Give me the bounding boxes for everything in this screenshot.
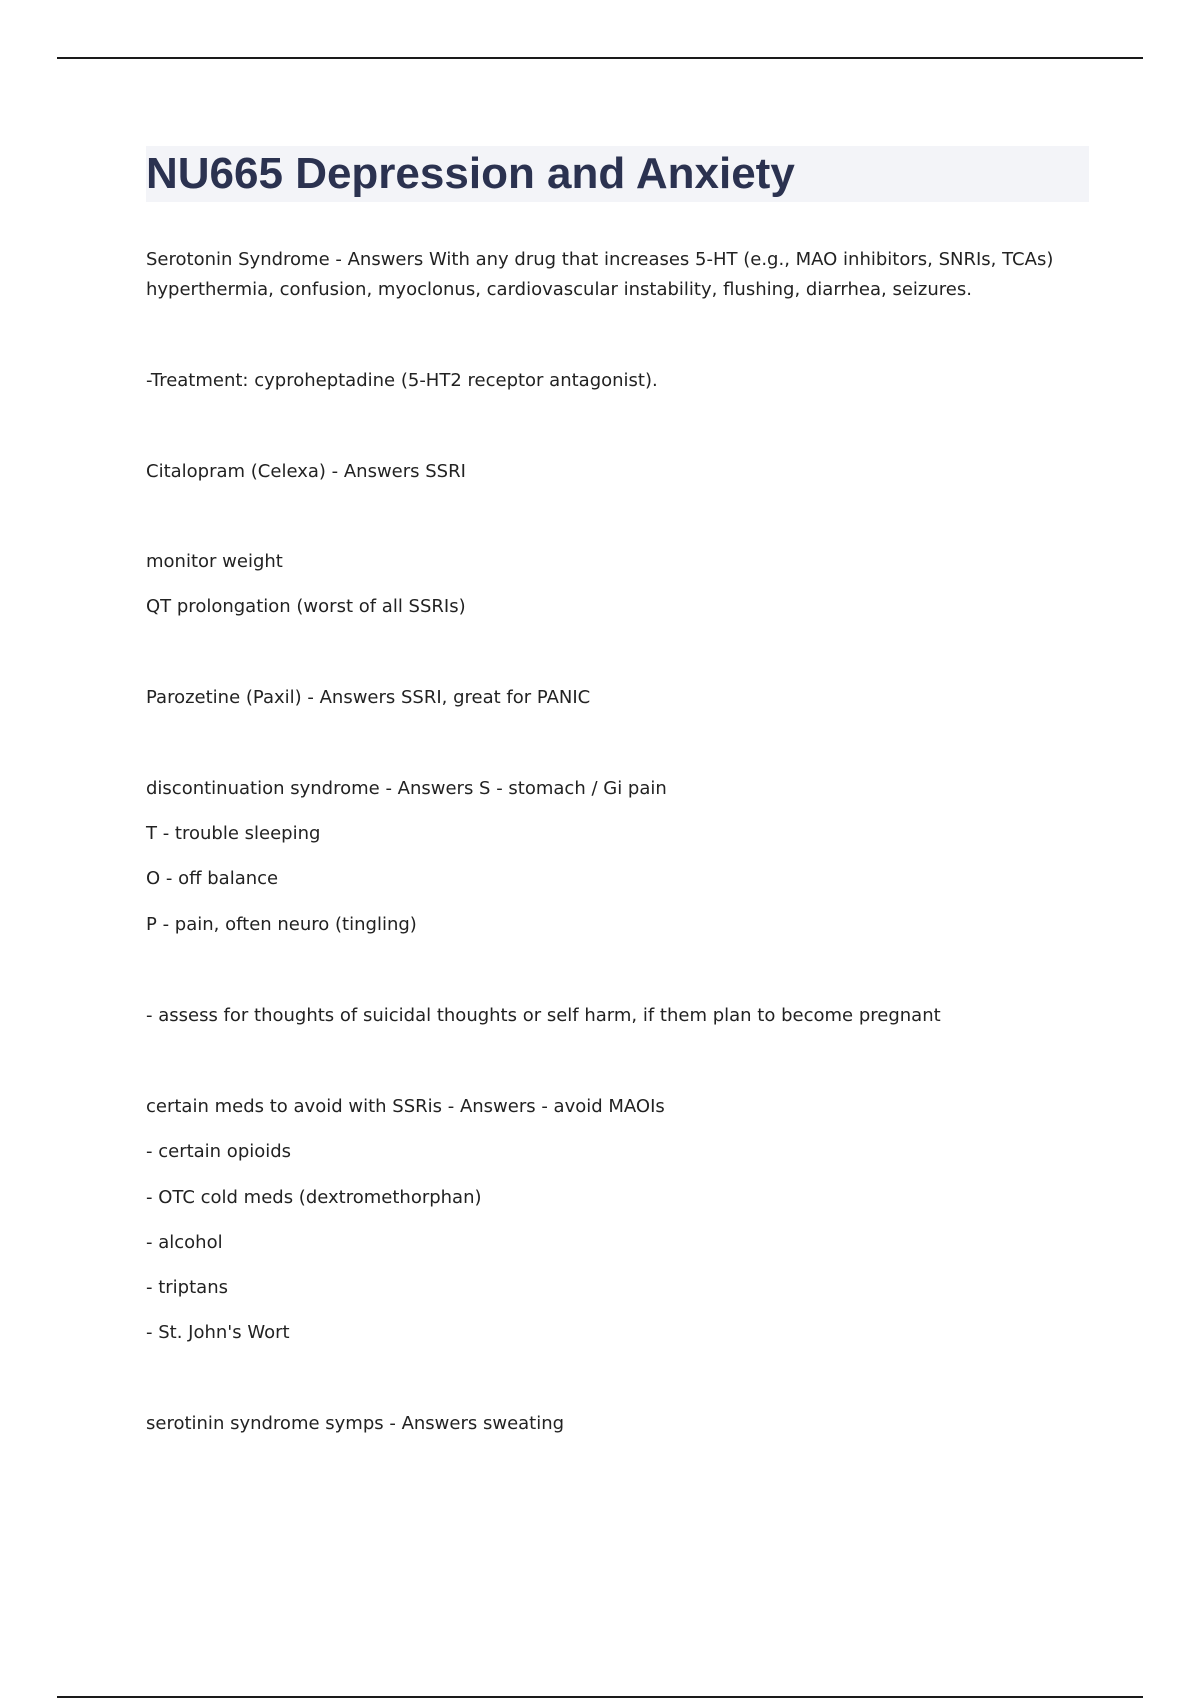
text-line-serotonin-syndrome: Serotonin Syndrome - Answers With any drug that increases 5-HT (e.g., MAO inhibitors, SNRIs, TCAs) [146,249,1054,270]
top-rule [57,57,1143,59]
text-line-pain: P - pain, often neuro (tingling) [146,914,417,935]
text-line-st-johns-wort: - St. John's Wort [146,1322,290,1343]
text-line-triptans: - triptans [146,1277,228,1298]
text-line-serotonin-symptoms: serotinin syndrome symps - Answers sweating [146,1413,565,1434]
text-line-meds-to-avoid: certain meds to avoid with SSRis - Answers - avoid MAOIs [146,1096,665,1117]
text-line-alcohol: - alcohol [146,1232,223,1253]
text-line-citalopram: Citalopram (Celexa) - Answers SSRI [146,461,466,482]
bottom-rule [57,1696,1143,1698]
text-line-treatment: -Treatment: cyproheptadine (5-HT2 receptor antagonist). [146,370,658,391]
text-line-assess: - assess for thoughts of suicidal thoughts or self harm, if them plan to become pregnant [146,1005,941,1026]
text-line-monitor-weight: monitor weight [146,551,283,572]
page-title: NU665 Depression and Anxiety [146,149,795,198]
text-line-discontinuation: discontinuation syndrome - Answers S - stomach / Gi pain [146,778,667,799]
text-line-otc-cold-meds: - OTC cold meds (dextromethorphan) [146,1187,482,1208]
text-line-symptoms: hyperthermia, confusion, myoclonus, cardiovascular instability, flushing, diarrhea, seizures. [146,279,972,300]
text-line-trouble-sleeping: T - trouble sleeping [146,823,321,844]
text-line-qt-prolongation: QT prolongation (worst of all SSRIs) [146,596,466,617]
text-line-off-balance: O - off balance [146,868,279,889]
text-line-paroxetine: Parozetine (Paxil) - Answers SSRI, great for PANIC [146,687,591,708]
text-line-opioids: - certain opioids [146,1141,292,1162]
